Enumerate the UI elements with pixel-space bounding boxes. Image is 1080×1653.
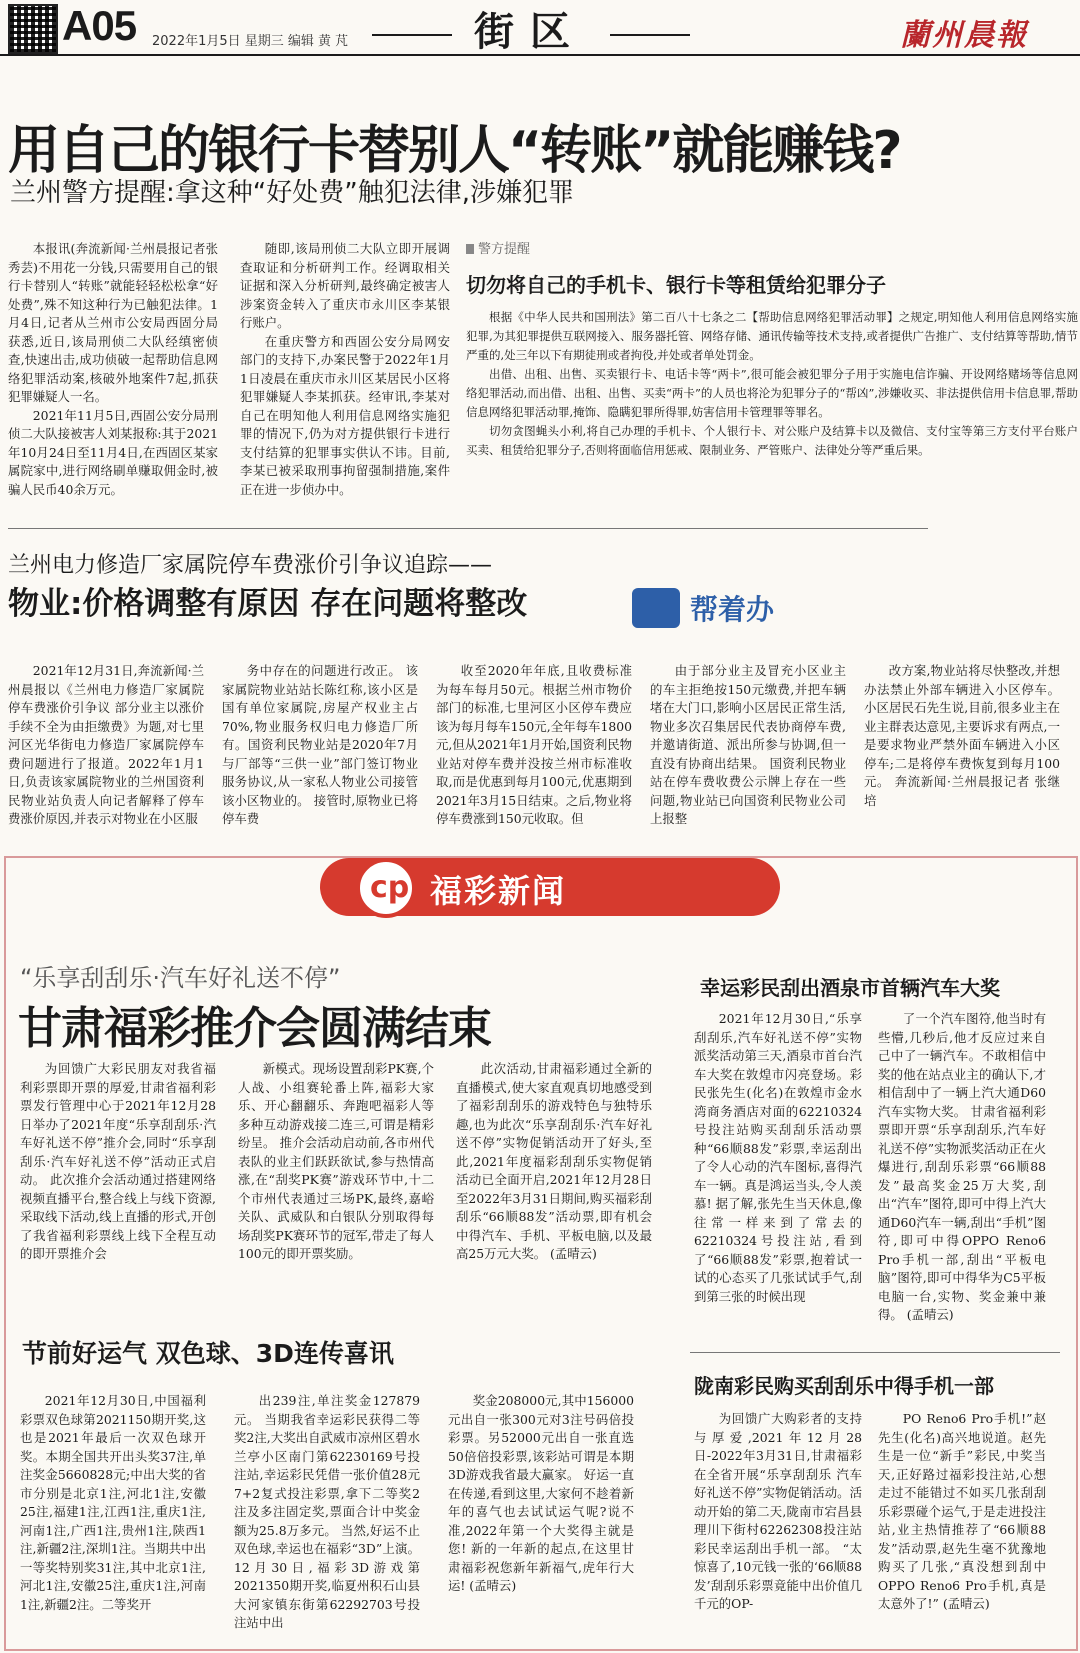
longnan-story-headline: 陇南彩民购买刮刮乐中得手机一部 [694, 1374, 994, 1398]
paragraph: 切勿贪图蝇头小利,将自己办理的手机卡、个人银行卡、对公账户及结算卡以及微信、支付宝等第三方支付平台账户买卖、租赁给犯罪分子,否则将面临信用惩戒、限制业务、严管账户、法律处分等严重后果。 [466, 424, 1078, 457]
paragraph: 在重庆警方和西固公安分局网安部门的支持下,办案民警于2022年1月1日凌晨在重庆市永川区某居民小区将犯罪嫌疑人李某抓获。经审讯,李某对自己在明知他人利用信息网络实施犯罪的情况下,仍为对方提供银行卡进行支付结算的犯罪事实供认不讳。目前,李某已被采取刑事拘留强制措施,案件正在进一步侦办中。 [240, 333, 450, 497]
lotto-story-column-3 [448, 1392, 634, 1650]
sidebar-title: 切勿将自己的手机卡、银行卡等租赁给犯罪分子 [466, 273, 886, 297]
paragraph: 本报讯(奔流新闻·兰州晨报记者张秀芸)不用花一分钱,只需要用自己的银行卡替别人“转账”就能轻轻松松拿“好处费”,殊不知这种行为已触犯法律。1月4日,记者从兰州市公安局西固分局获悉,近日,该局刑侦二大队经缜密侦查,快速出击,成功侦破一起帮助信息网络犯罪活动案,核破外地案件7起,抓获犯罪嫌疑人一名。 [8, 241, 218, 404]
sidebar-tag: 警方提醒 [466, 238, 1078, 257]
paragraph: 了一个汽车图符,他当时有些懵,几秒后,他才反应过来自己中了一辆汽车。不敢相信中奖的他在站点业主的确认下,才相信刮中了一辆上汽大通D60汽车实物大奖。 甘肃省福利彩票即开票“乐享刮刮乐,汽车好礼送不停”实物派奖活动正在火爆进行,刮刮乐彩票“66顺88发”最高奖金25万大奖,刮出“汽车”图符,即可中得上汽大通D60汽车一辆,刮出“手机”图符,即可中得OPPO Reno6 Pro手机一部,刮出“平板电脑”图符,即可中得华为C5平板电脑一台,实物、奖金兼中兼得。 (孟晴云) [878, 1011, 1046, 1322]
welfare-lottery-title: 福彩新闻 [430, 872, 567, 910]
story2-column-3 [436, 662, 632, 844]
paragraph: 2021年12月30日,中国福利彩票双色球第2021150期开奖,这也是2021年最后一次双色球开奖。本期全国共开出头奖37注,单注奖金5660828元;中出大奖的省市分别是北京1注,河北1注,安徽25注,福建1注,江西1注,重庆1注,河南1注,广西1注,贵州1注,陕西1注,新疆2注,深圳1注。当期共中出一等奖特别奖31注,其中北京1注,河北1注,安徽25注,重庆1注,河南1注,新疆2注。二等奖开 [20, 1393, 206, 1612]
paragraph: 2021年12月30日,“乐享刮刮乐,汽车好礼送不停”实物派奖活动第三天,酒泉市首台汽车大奖在敦煌市闪亮登场。彩民张先生(化名)在敦煌市金水湾商务酒店对面的62210324号投注站购买刮刮乐活动票种“66顺88发”彩票,幸运刮出了令人心动的汽车图标,喜得汽车一辆。真是鸿运当头,令人羡慕! 据了解,张先生当天休息,像往常一样来到了常去的62210324号投注站,看到了“66顺88发”彩票,抱着试一试的心态买了几张试试手气,刮到第三张的时候出现 [694, 1011, 862, 1304]
help-badge [632, 588, 792, 628]
paragraph: 务中存在的问题进行改正。 该家属院物业站站长陈红称,该小区是国有单位家属院,房屋产权业主占70%,物业服务权归电力修造厂所有。国资利民物业站是2020年7月与厂部等“三供一业”部门签订物业服务协议,从一家私人物业公司接管该小区物业的。 接管时,原物业已将停车费 [222, 663, 418, 826]
story2-column-4 [650, 662, 846, 844]
gansu-story-column-1 [20, 1060, 216, 1300]
paragraph: 为回馈广大购彩者的支持与厚爱,2021年12月28日-2022年3月31日,甘肃福彩在全省开展“乐享刮刮乐 汽车好礼送不停”实物促销活动。活动开始的第二天,陇南市宕昌县理川下街村62262308投注站彩民幸运刮出手机一部。 “太惊喜了,10元钱一张的‘66顺88发’刮刮乐彩票竟能中出价值几千元的OP- [694, 1411, 862, 1611]
gansu-story-headline: 甘肃福彩推介会圆满结束 [18, 1003, 491, 1054]
help-badge-label: 帮着办 [690, 593, 775, 626]
page-number: A05 [62, 2, 137, 49]
lotto-story-column-1 [20, 1392, 206, 1650]
paragraph: 2021年12月31日,奔流新闻·兰州晨报以《兰州电力修造厂家属院停车费涨价引争议 部分业主以涨价手续不全为由拒缴费》为题,对七里河区光华街电力修造厂家属院停车费问题进行了报道。2022年1月1日,负责该家属院物业的兰州国资利民物业站负责人向记者解释了停车费涨价原因,并表示对物业在小区服 [8, 663, 204, 826]
paragraph: 为回馈广大彩民朋友对我省福利彩票即开票的厚爱,甘肃省福利彩票发行管理中心于2021年12月28日举办了2021年度“乐享刮刮乐·汽车好礼送不停”推介会,同时“乐享刮刮乐·汽车好礼送不停”活动正式启动。 此次推介会活动通过搭建网络视频直播平台,整合线上与线下资源,采取线下活动,线上直播的形式,开创了我省福利彩票线上线下全程互动的即开票推介会 [20, 1061, 216, 1261]
section-rule-right [610, 34, 690, 36]
gansu-story-kicker: “乐享刮刮乐·汽车好礼送不停” [20, 964, 341, 992]
story2-column-5 [864, 662, 1060, 844]
paragraph: 新模式。现场设置刮彩PK赛,个人战、小组赛轮番上阵,福彩大家乐、开心翻翻乐、奔跑吧福彩人等多种互动游戏接二连三,可谓是精彩纷呈。 推介会活动启动前,各市州代表队的业主们跃跃欲试,参与热情高涨,在“刮奖PK赛”游戏环节中,十二个市州代表通过三场PK,最终,嘉峪关队、武威队和白银队分别取得每场刮奖PK赛环节的冠军,带走了每人100元的即开票奖励。 [238, 1061, 434, 1261]
paragraph: PO Reno6 Pro手机!”赵先生(化名)高兴地说道。赵先生是一位“新手”彩民,中奖当天,正好路过福彩投注站,心想走过不能错过不如买几张刮刮乐彩票碰个运气,于是走进投注站,业主热情推荐了“66顺88发”活动票,赵先生毫不犹豫地购买了几张,“真没想到刮中OPPO Reno6 Pro手机,真是太意外了!” (孟晴云) [878, 1411, 1046, 1611]
paragraph: 随即,该局刑侦二大队立即开展调查取证和分析研判工作。经调取相关证据和深入分析研判,最终确定被害人涉案资金转入了重庆市永川区李某银行账户。 [240, 241, 450, 330]
dateline: 2022年1月5日 星期三 编辑 黄 芃 [152, 34, 349, 49]
story1-column-2 [240, 240, 450, 515]
masthead [0, 0, 1080, 56]
story2-kicker: 兰州电力修造厂家属院停车费涨价引争议追踪—— [8, 553, 493, 578]
police-tip-sidebar [466, 238, 1078, 518]
paragraph: 出借、出租、出售、买卖银行卡、电话卡等“两卡”,很可能会被犯罪分子用于实施电信诈骗、开设网络赌场等信息网络犯罪活动,而出借、出租、出售、买卖“两卡”的人员也将沦为犯罪分子的“帮凶”,涉嫌收买、非法提供信用卡信息罪,帮助信息网络犯罪活动罪,掩饰、隐瞒犯罪所得罪,妨害信用卡管理罪等罪名。 [466, 367, 1078, 419]
qr-code-icon [8, 4, 58, 54]
divider [8, 528, 928, 529]
paragraph: 根据《中华人民共和国刑法》第二百八十七条之二【帮助信息网络犯罪活动罪】之规定,明知他人利用信息网络实施犯罪,为其犯罪提供互联网接入、服务器托管、网络存储、通讯传输等技术支持,或者提供广告推广、支付结算等帮助,情节严重的,处三年以下有期徒刑或者拘役,并处或者单处罚金。 [466, 310, 1078, 362]
jiuquan-story-column-1 [694, 1010, 862, 1346]
gansu-story-column-3 [456, 1060, 652, 1300]
paragraph: 收至2020年年底,且收费标准为每车每月50元。根据兰州市物价部门的标准,七里河区小区停车费应该为每月每车150元,全年每车1800元,但从2021年1月开始,国资利民物业站对停车费并没按兰州市标准收取,而是优惠到每月100元,优惠期到2021年3月15日结束。之后,物业将停车费涨到150元收取。但 [436, 663, 632, 826]
paragraph: 改方案,物业站将尽快整改,并想办法禁止外部车辆进入小区停车。 小区居民石先生说,目前,很多业主在业主群表达意见,主要诉求有两点,一是要求物业严禁外面车辆进入小区停车;二是将停车费恢复到每月100元。 奔流新闻·兰州晨报记者 张继培 [864, 663, 1060, 808]
longnan-story-column-1 [694, 1410, 862, 1650]
paragraph: 此次活动,甘肃福彩通过全新的直播模式,使大家直观真切地感受到了福彩刮刮乐的游戏特色与独特乐趣,也为此次“乐享刮刮乐·汽车好礼送不停”实物促销活动开了好头,至此,2021年度福彩刮刮乐实物促销活动已全面开启,2021年12月28日至2022年3月31日期间,购买福彩刮刮乐“66顺88发”活动票,即有机会中得汽车、手机、平板电脑,以及最高25万元大奖。 (孟晴云) [456, 1061, 652, 1261]
story1-column-1 [8, 240, 218, 515]
lotto-story-column-2 [234, 1392, 420, 1650]
paragraph: 2021年11月5日,西固公安分局刑侦二大队接被害人刘某报称:其于2021年10月24日至11月4日,在西固区某家属院家中,进行网络刷单赚取佣金时,被骗人民币40余万元。 [8, 407, 218, 497]
paragraph: 奖金208000元,其中156000元出自一张300元对3注号码倍投彩票。另52000元出自一张直选50倍倍投彩票,该彩站可谓是本期3D游戏我省最大赢家。 好运一直在传递,看到这里,大家何不趁着新年的喜气也去试试运气呢?说不准,2022年第一个大奖得主就是您! 新的一年新的起点,在这里甘肃福彩祝您新年新福气,虎年行大运! (孟晴云) [448, 1393, 634, 1593]
paragraph: 由于部分业主及冒充小区业主的车主拒绝按150元缴费,并把车辆堵在大门口,影响小区居民正常生活,物业多次召集居民代表协商停车费,并邀请街道、派出所参与协调,但一直没有协商出结果。 国资利民物业站在停车费收费公示牌上存在一些问题,物业站已向国资利民物业公司上报整 [650, 663, 846, 826]
logo-mark: cp [370, 870, 410, 905]
newspaper-logo: 蘭州晨報 [900, 18, 1028, 53]
gansu-story-column-2 [238, 1060, 434, 1300]
camera-icon [632, 588, 680, 628]
story1-headline: 用自己的银行卡替别人“转账”就能赚钱? [8, 121, 901, 181]
story2-column-1 [8, 662, 204, 844]
jiuquan-story-column-2 [878, 1010, 1046, 1346]
paragraph: 出239注,单注奖金127879元。 当期我省幸运彩民获得二等奖2注,大奖出自武威市凉州区碧水兰亭小区南门第62230169号投注站,幸运彩民凭借一张价值28元7+2复式投注彩票,拿下二等奖2注及多注固定奖,票面合计中奖金额为25.8万多元。 当然,好运不止双色球,幸运也在福彩“3D”上演。12月30日,福彩3D游戏第2021350期开奖,临夏州积石山县大河家镇东街第62292703号投注站中出 [234, 1393, 420, 1630]
jiuquan-story-headline: 幸运彩民刮出酒泉市首辆汽车大奖 [700, 976, 1000, 1000]
sidebar-body [466, 308, 1078, 460]
story2-headline: 物业:价格调整有原因 存在问题将整改 [8, 586, 528, 622]
story2-column-2 [222, 662, 418, 844]
section-name: 街区 [474, 8, 586, 55]
divider [690, 1352, 1060, 1353]
lotto-story-headline: 节前好运气 双色球、3D连传喜讯 [22, 1339, 394, 1368]
section-rule-left [372, 34, 452, 36]
story1-subhead: 兰州警方提醒:拿这种“好处费”触犯法律,涉嫌犯罪 [10, 178, 574, 208]
longnan-story-column-2 [878, 1410, 1046, 1650]
